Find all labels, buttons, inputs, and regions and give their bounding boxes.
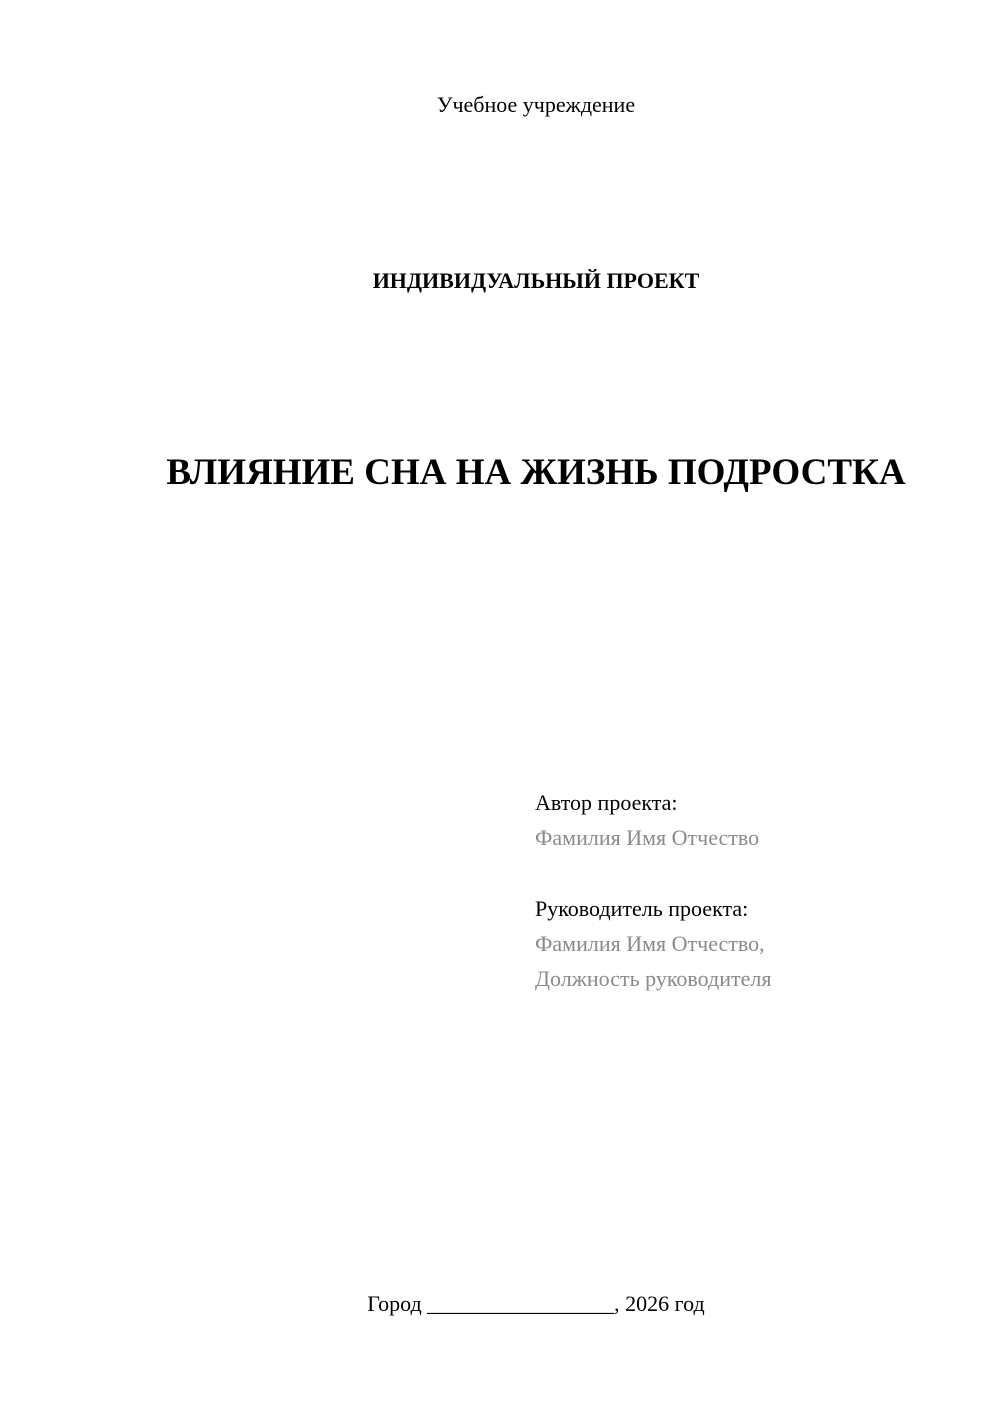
supervisor-position: Должность руководителя: [535, 966, 772, 991]
city-year-line: Город _________________, 2026 год: [367, 1291, 705, 1316]
author-label: Автор проекта:: [535, 790, 678, 815]
supervisor-name: Фамилия Имя Отчество,: [535, 931, 765, 956]
institution-name: Учебное учреждение: [436, 92, 636, 117]
project-title: ВЛИЯНИЕ СНА НА ЖИЗНЬ ПОДРОСТКА: [166, 452, 906, 493]
author-name: Фамилия Имя Отчество: [535, 825, 760, 850]
supervisor-label: Руководитель проекта:: [535, 896, 749, 921]
document-type: ИНДИВИДУАЛЬНЫЙ ПРОЕКТ: [372, 268, 700, 293]
